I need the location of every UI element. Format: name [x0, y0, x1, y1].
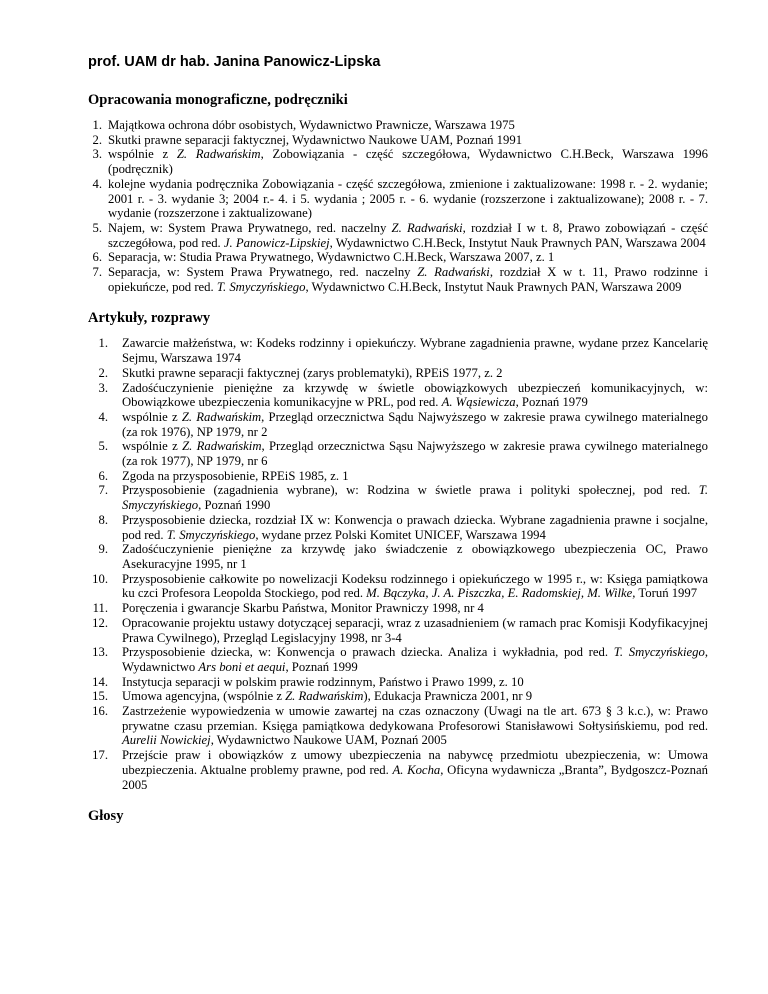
italic-name: A. Wąsiewicza	[441, 395, 516, 410]
text-run: Separacja, w: Studia Prawa Prywatnego, Wydawnictwo C.H.Beck, Warszawa 2007, z. 1	[108, 250, 555, 265]
text-run: Przejście praw i obowiązków z umowy ubezpieczenia na nabywcę przedmiotu ubezpieczenia, w: Umowa ubezpieczenia. Aktualne problemy prawne, pod red.	[122, 748, 708, 777]
list-item-number: 3.	[98, 380, 108, 395]
list-item-number: 3.	[92, 147, 102, 162]
section-heading-glosses: Głosy	[88, 808, 124, 825]
text-run: Przysposobienie dziecka, w: Konwencja o prawach dziecka. Analiza i wykładnia, pod red.	[122, 645, 614, 660]
text-run: , wydane przez Polski Komitet UNICEF, Warszawa 1994	[255, 527, 546, 542]
italic-name: Aurelii Nowickiej	[122, 733, 211, 748]
text-run: Zastrzeżenie wypowiedzenia w umowie zawartej na czas oznaczony (Uwagi na tle art. 673 § 3 k.c.), w: Prawo prywatne czasu przemian. Księga pamiątkowa dedykowana Profesorowi Stanisławowi Sołtysińskiemu, pod red.	[122, 704, 708, 733]
italic-name: Ars boni et aequi	[198, 659, 286, 674]
italic-name: Z. Radwańskim	[285, 689, 364, 704]
text-run: Skutki prawne separacji faktycznej, Wydawnictwo Naukowe UAM, Poznań 1991	[108, 132, 523, 147]
monograph-item	[88, 133, 708, 148]
list-item-text	[122, 748, 708, 792]
section-heading-articles: Artykuły, rozprawy	[88, 310, 211, 327]
list-item-number: 6.	[98, 468, 108, 483]
italic-name: Z. Radwański	[417, 265, 490, 280]
article-item	[88, 572, 708, 601]
text-run: , Poznań 1990	[198, 498, 271, 513]
article-item	[88, 542, 708, 571]
italic-name: T. Smyczyńskiego	[122, 483, 708, 513]
article-item	[88, 483, 708, 512]
list-item-text	[122, 601, 708, 616]
list-item-number: 5.	[98, 439, 108, 454]
text-run: Zadośćuczynienie pieniężne za krzywdę jako świadczenie z obowiązkowego ubezpieczenia OC, Prawo Asekuracyjne 1995, nr 1	[122, 542, 708, 571]
text-run: , Oficyna wydawnicza „Branta”, Bydgoszcz-Poznań 2005	[122, 762, 708, 792]
list-item-number: 7.	[98, 483, 108, 498]
list-item-number: 15.	[92, 689, 108, 704]
list-item-text	[108, 221, 708, 250]
text-run: Separacja, w: System Prawa Prywatnego, red. naczelny	[108, 265, 418, 280]
text-run: Majątkowa ochrona dóbr osobistych, Wydawnictwo Prawnicze, Warszawa 1975	[108, 118, 515, 132]
text-run: , Wydawnictwo Naukowe UAM, Poznań 2005	[210, 733, 447, 748]
text-run: Poręczenia i gwarancje Skarbu Państwa, Monitor Prawniczy 1998, nr 4	[122, 601, 484, 616]
article-item	[88, 675, 708, 690]
italic-name: T. Smyczyńskiego	[216, 279, 306, 294]
list-item-number: 9.	[98, 542, 108, 557]
text-run: Najem, w: System Prawa Prywatnego, red. naczelny	[108, 220, 392, 235]
text-run: , Poznań 1979	[515, 395, 588, 410]
list-item-text	[122, 366, 708, 381]
list-item-number: 8.	[98, 512, 108, 527]
text-run: , Przegląd orzecznictwa Sąsu Najwyższego w zakresie prawa cywilnego materialnego (za rok 1977), NP 1979, nr 6	[122, 439, 708, 469]
list-item-text	[108, 118, 708, 133]
text-run: ), Edukacja Prawnicza 2001, nr 9	[363, 689, 533, 704]
article-item	[88, 439, 708, 468]
list-item-text	[122, 616, 708, 645]
list-item-text	[122, 542, 708, 571]
text-run: Zadośćuczynienie pieniężne za krzywdę w świetle obowiązkowych ubezpieczeń komunikacyjnych, w: Obowiązkowe ubezpieczenia komunikacyjne w PRL, pod red.	[122, 380, 708, 410]
monograph-item	[88, 118, 708, 133]
italic-name: A. Kocha	[392, 762, 441, 777]
list-item-number: 10.	[92, 571, 108, 586]
text-run: Opracowanie projektu ustawy dotyczącej separacji, wraz z uzasadnieniem (w ramach prac Komisji Kodyfikacyjnej Prawa Cywilnego), Przegląd Legislacyjny 1998, nr 3-4	[122, 615, 708, 645]
list-item-number: 2.	[98, 365, 108, 380]
monograph-item	[88, 221, 708, 250]
list-item-text	[122, 689, 708, 704]
article-item	[88, 601, 708, 616]
monographs-list	[88, 118, 708, 294]
text-run: , Poznań 1999	[285, 659, 358, 674]
text-run: kolejne wydania podręcznika Zobowiązania - część szczegółowa, zmienione i zaktualizowane: 1998 r. - 2. wydanie; 2001 r. - 3. wydanie 3; 2004 r.- 4. i 5. wydania ; 2005 r. - 6. wydanie (rozszerzone i zaktualizowane); 2008 r. - 7. wydanie (rozszerzone i zaktualizowane)	[108, 176, 708, 221]
text-run: Zgoda na przysposobienie, RPEiS 1985, z. 1	[122, 468, 349, 483]
article-item	[88, 689, 708, 704]
text-run: Instytucja separacji w polskim prawie rodzinnym, Państwo i Prawo 1999, z. 10	[122, 674, 524, 689]
text-run: , Wydawnictwo C.H.Beck, Instytut Nauk Prawnych PAN, Warszawa 2009	[305, 279, 682, 294]
article-item	[88, 513, 708, 542]
list-item-text	[122, 381, 708, 410]
list-item-text	[122, 572, 708, 601]
list-item-number: 17.	[92, 748, 108, 763]
list-item-text	[108, 133, 708, 148]
list-item-text	[108, 250, 708, 265]
italic-name: Z. Radwańskim	[181, 409, 262, 424]
monograph-item	[88, 177, 708, 221]
section-articles	[88, 310, 708, 792]
italic-name: T. Smyczyńskiego	[166, 527, 256, 542]
section-monographs	[88, 92, 708, 294]
monograph-item	[88, 250, 708, 265]
list-item-number: 11.	[92, 601, 108, 616]
text-run: Skutki prawne separacji faktycznej (zarys problematyki), RPEiS 1977, z. 2	[122, 365, 503, 380]
text-run: , rozdział X w t. 11, Prawo rodzinne i opiekuńcze, pod red.	[108, 265, 708, 294]
italic-name: T. Smyczyńskiego	[613, 645, 705, 660]
text-run: , Zobowiązania - część szczegółowa, Wydawnictwo C.H.Beck, Warszawa 1996 (podręcznik)	[108, 147, 708, 177]
text-run: Przysposobienie całkowite po nowelizacji Kodeksu rodzinnego i opiekuńczego w 1995 r., w: Księga pamiątkowa ku czci Profesora Leopolda Stockiego, pod red.	[122, 571, 708, 601]
list-item-text	[122, 645, 708, 674]
list-item-number: 12.	[92, 615, 108, 630]
article-item	[88, 704, 708, 748]
article-item	[88, 410, 708, 439]
text-run: rozdział I w t. 8, Prawo zobowiązań - część szczegółowa, pod red.	[108, 220, 708, 250]
italic-name: M. Bączyka, J. A. Piszczka, E. Radomskiej, M. Wilke,	[366, 586, 636, 601]
list-item-text	[122, 513, 708, 542]
text-run: , Wydawnictwo C.H.Beck, Instytut Nauk Prawnych PAN, Warszawa 2004	[329, 235, 706, 250]
text-run: wspólnie z	[122, 409, 182, 424]
list-item-number: 7.	[92, 265, 102, 280]
text-run: wspólnie z	[122, 439, 183, 454]
list-item-text	[122, 483, 708, 512]
text-run: , Przegląd orzecznictwa Sądu Najwyższego w zakresie prawa cywilnego materialnego (za rok 1976), NP 1979, nr 2	[122, 409, 708, 439]
article-item	[88, 748, 708, 792]
list-item-text	[108, 177, 708, 221]
list-item-text	[108, 147, 708, 176]
list-item-text	[122, 336, 708, 365]
article-item	[88, 616, 708, 645]
list-item-number: 14.	[92, 674, 108, 689]
article-item	[88, 469, 708, 484]
italic-name: Z. Radwańskim	[176, 147, 261, 162]
section-heading-monographs: Opracowania monograficzne, podręczniki	[88, 92, 348, 108]
text-run: wspólnie z	[108, 147, 177, 162]
monograph-item	[88, 147, 708, 176]
author-name: prof. UAM dr hab. Janina Panowicz-Lipska	[88, 54, 381, 70]
list-item-text	[108, 265, 708, 294]
list-item-text	[122, 410, 708, 439]
list-item-text	[122, 469, 708, 484]
list-item-number: 13.	[92, 645, 108, 660]
text-run: Toruń 1997	[635, 586, 698, 601]
list-item-number: 4.	[98, 409, 108, 424]
list-item-number: 16.	[92, 704, 108, 719]
article-item	[88, 336, 708, 365]
italic-name: J. Panowicz-Lipskiej	[223, 235, 330, 250]
list-item-number: 1.	[98, 336, 108, 351]
article-item	[88, 381, 708, 410]
list-item-number: 6.	[92, 250, 102, 265]
text-run: Przysposobienie dziecka, rozdział IX w: Konwencja o prawach dziecka. Wybrane zagadnienia prawne i socjalne, pod red.	[122, 512, 708, 542]
list-item-text	[122, 439, 708, 468]
list-item-number: 5.	[92, 220, 102, 235]
list-item-number: 1.	[92, 118, 102, 132]
list-item-number: 2.	[92, 132, 102, 147]
text-run: Umowa agencyjna, (wspólnie z	[122, 689, 286, 704]
text-run: , Wydawnictwo	[122, 645, 708, 674]
article-item	[88, 366, 708, 381]
list-item-text	[122, 704, 708, 748]
italic-name: Z. Radwańskim	[182, 439, 262, 454]
text-run: Przysposobienie (zagadnienia wybrane), w: Rodzina w świetle prawa i polityki społecznej, pod red.	[122, 483, 699, 498]
list-item-text	[122, 675, 708, 690]
list-item-number: 4.	[92, 176, 102, 191]
italic-name: Z. Radwański,	[391, 220, 466, 235]
article-item	[88, 645, 708, 674]
monograph-item	[88, 265, 708, 294]
articles-list	[88, 336, 708, 792]
text-run: Zawarcie małżeństwa, w: Kodeks rodzinny i opiekuńczy. Wybrane zagadnienia prawne, wydane przez Kancelarię Sejmu, Warszawa 1974	[122, 336, 708, 366]
